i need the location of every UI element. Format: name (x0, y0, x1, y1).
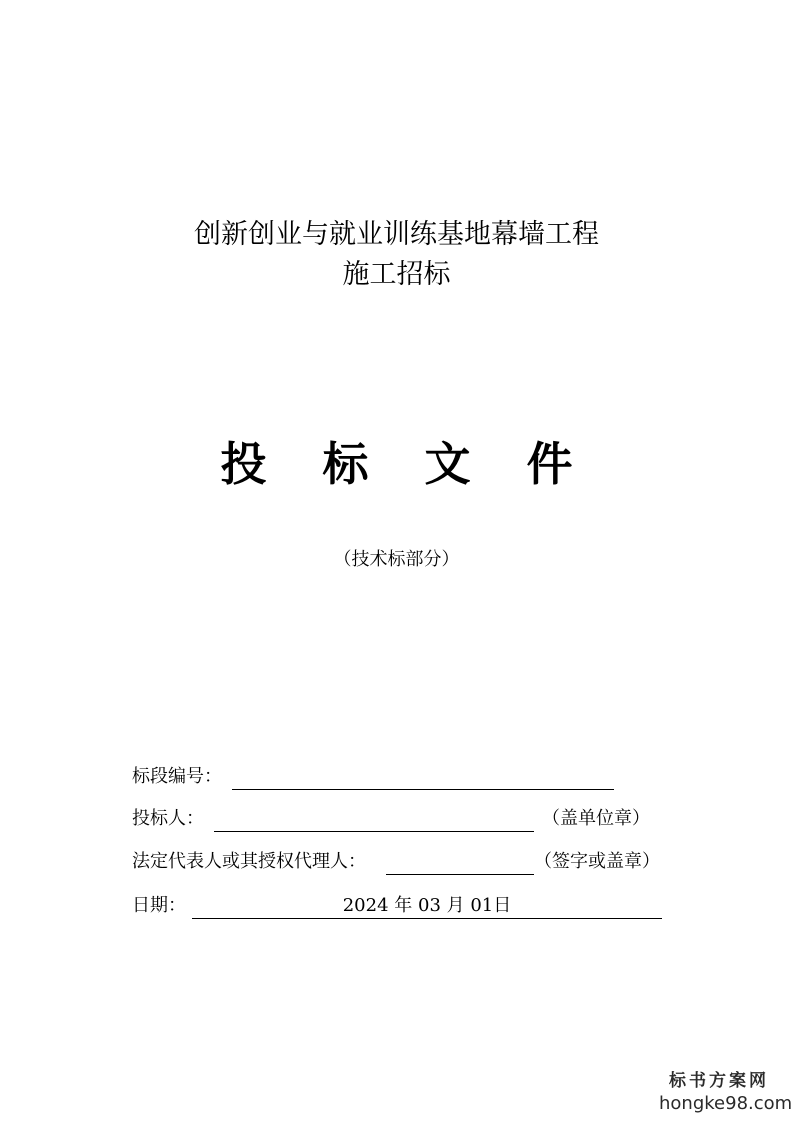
bidder-label: 投标人： (132, 808, 204, 829)
date-field (132, 893, 672, 919)
watermark-domain: hongke98.com (659, 1093, 793, 1114)
legal-rep-sign-note: （签字或盖章） (534, 851, 660, 872)
section-number-field (132, 764, 632, 790)
section-number-blank (232, 765, 614, 790)
legal-rep-label: 法定代表人或其授权代理人： (132, 851, 366, 872)
bidder-seal-note: （盖单位章） (542, 808, 650, 829)
document-type-heading: 投 标 文 件 (220, 437, 593, 491)
legal-rep-blank (386, 850, 534, 875)
watermark-chinese: 标书方案网 (669, 1071, 769, 1091)
date-label: 日期： (132, 895, 186, 916)
project-title-line1: 创新创业与就业训练基地幕墙工程 (194, 219, 599, 250)
project-title-line2: 施工招标 (342, 259, 451, 290)
section-number-label: 标段编号： (132, 766, 222, 787)
date-value: 2024 年 03 月 01日 (192, 894, 662, 919)
legal-rep-field (132, 849, 672, 875)
bidder-blank (214, 807, 534, 832)
document-subtitle: （技术标部分） (333, 549, 460, 570)
site-watermark (659, 1070, 793, 1116)
bidder-field (132, 806, 672, 832)
